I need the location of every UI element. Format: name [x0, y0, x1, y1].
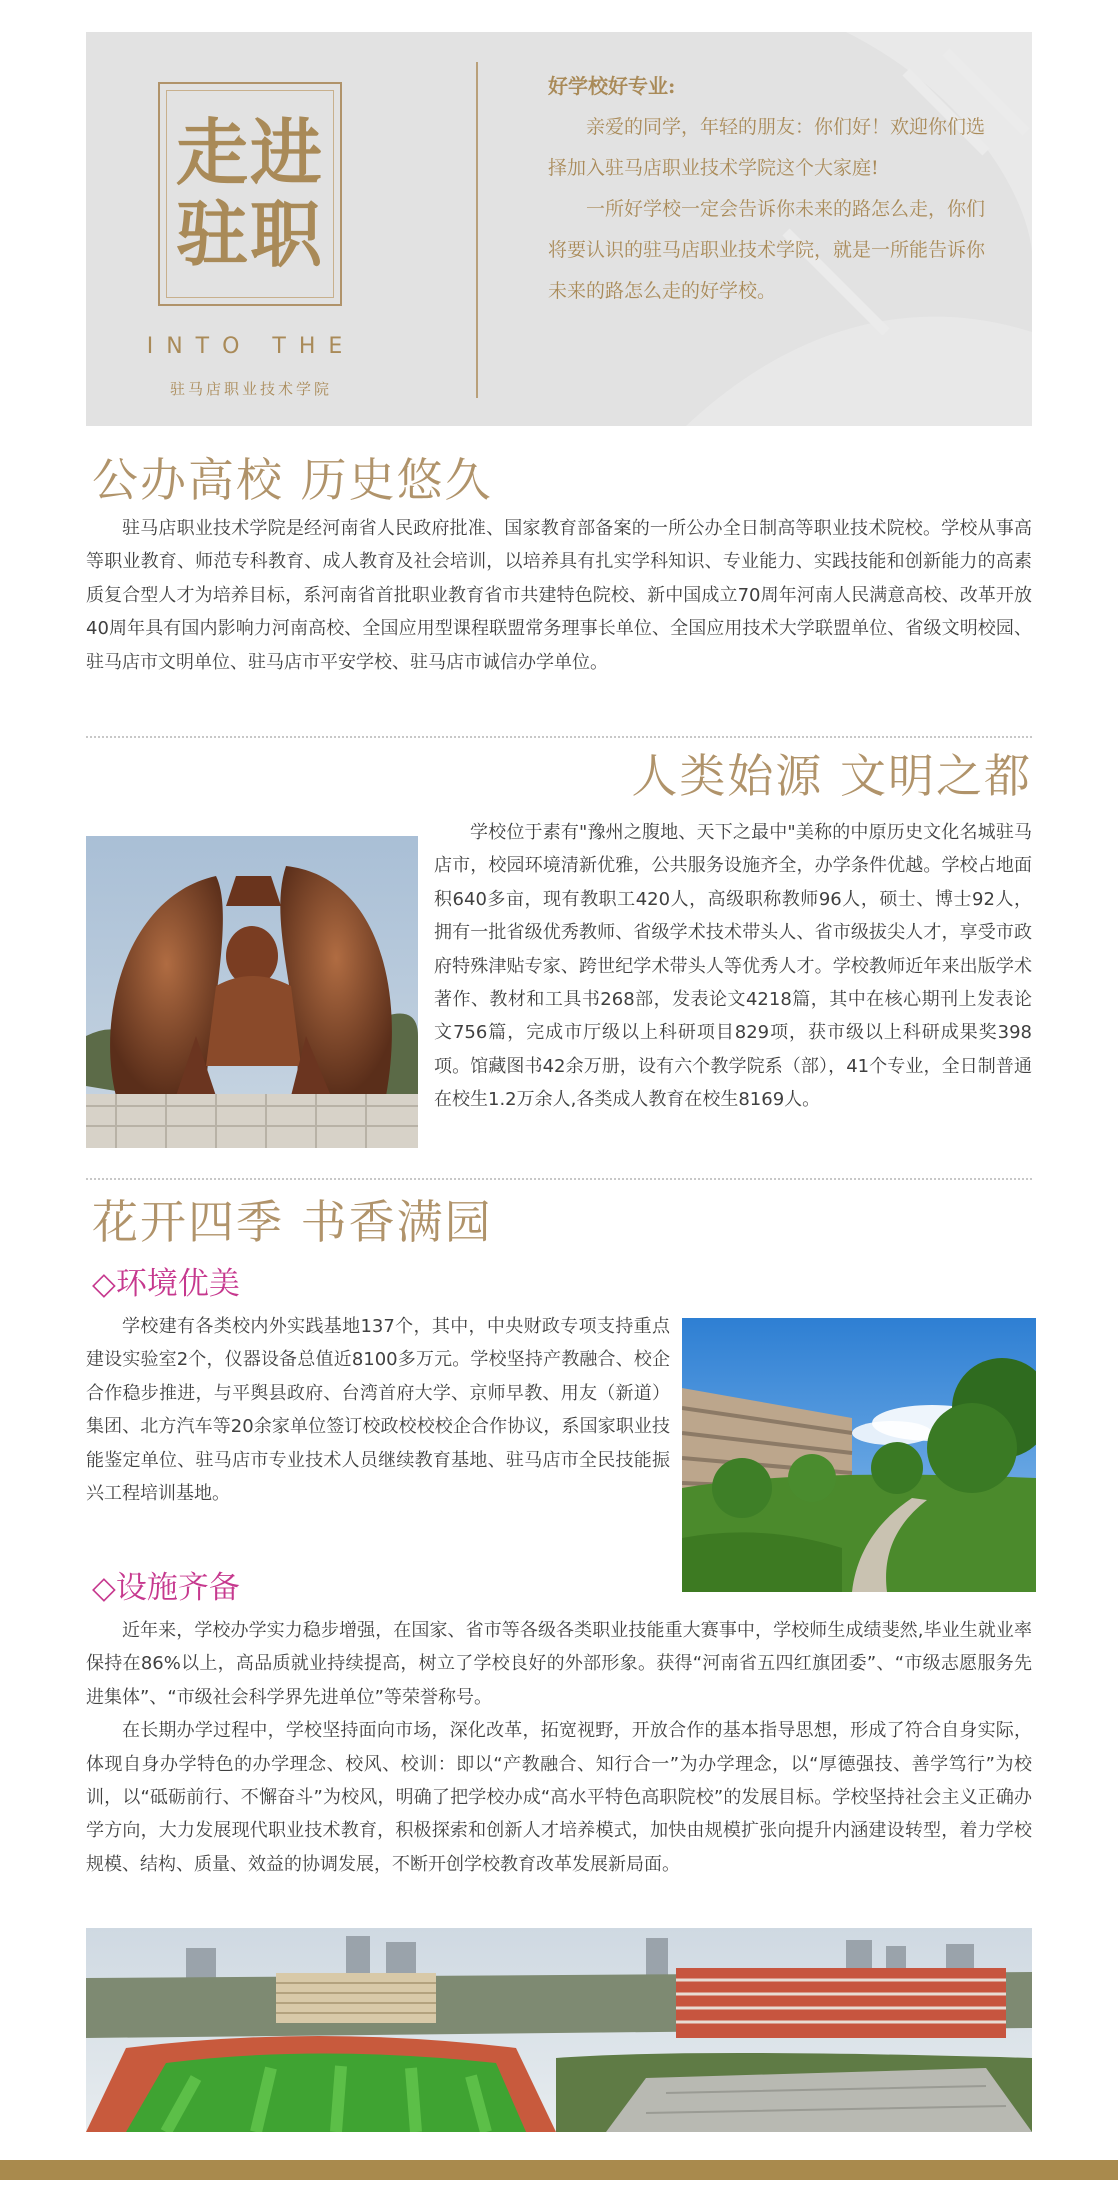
footer-bar	[0, 2160, 1118, 2180]
campus-panorama-photo	[86, 1928, 1032, 2132]
banner-divider	[476, 62, 478, 398]
environment-subtitle: ◇环境优美	[92, 1266, 240, 1302]
banner-title-line1: 走进	[175, 110, 324, 195]
campus-path-photo	[682, 1318, 1036, 1592]
facilities-paragraph-2: 在长期办学过程中，学校坚持面向市场，深化改革，拓宽视野，开放合作的基本指导思想，形成了符合自身实际，体现自身办学特色的办学理念、校风、校训：即以“产教融合、知行合一”为办学理念，以“厚德强技、善学笃行”为校训，以“砥砺前行、不懈奋斗”为校风，明确了把学校办成“高水平特色高职院校”的发展目标。学校坚持社会主义正确办学方向，大力发展现代职业技术教育，积极探索和创新人才培养模式，加快由规模扩张向提升内涵建设转型，着力学校规模、结构、质量、效益的协调发展，不断开创学校教育改革发展新局面。	[86, 1720, 1032, 1875]
school-name-label: 驻马店职业技术学院	[169, 380, 332, 398]
section-divider-2	[86, 1178, 1032, 1180]
section1-paragraph: 驻马店职业技术学院是经河南省人民政府批准、国家教育部备案的一所公办全日制高等职业技术院校。学校从事高等职业教育、师范专科教育、成人教育及社会培训，以培养具有扎实学科知识、专业能力、实践技能和创新能力的高素质复合型人才为培养目标，系河南省首批职业教育省市共建特色院校、新中国成立70周年河南人民满意高校、改革开放40周年具有国内影响力河南高校、全国应用型课程联盟常务理事长单位、全国应用技术大学联盟单位、省级文明校园、驻马店市文明单位、驻马店市平安学校、驻马店市诚信办学单位。	[86, 518, 1032, 673]
into-the-label: INTO THE	[146, 334, 356, 359]
welcome-heading: 好学校好专业:	[548, 74, 676, 98]
environment-paragraph: 学校建有各类校内外实践基地137个，其中，中央财政专项支持重点建设实验室2个，仪器设备总值近8100多万元。学校坚持产教融合、校企合作稳步推进，与平舆县政府、台湾首府大学、京师早教、用友（新道）集团、北方汽车等20余家单位签订校政校校校企合作协议，系国家职业技能鉴定单位、驻马店市专业技术人员继续教育基地、驻马店市全民技能振兴工程培训基地。	[86, 1316, 670, 1505]
welcome-text	[548, 66, 996, 312]
banner-title-line2: 驻职	[175, 192, 324, 277]
section2-title: 人类始源 文明之都	[631, 749, 1032, 803]
section2-paragraph: 学校位于素有"豫州之腹地、天下之最中"美称的中原历史文化名城驻马店市，校园环境清新优雅，公共服务设施齐全，办学条件优越。学校占地面积640多亩，现有教职工420人，高级职称教师96人，硕士、博士92人，拥有一批省级优秀教师、省级学术技术带头人、省市级拔尖人才，享受市政府特殊津贴专家、跨世纪学术带头人等优秀人才。学校教师近年来出版学术著作、教材和工具书268部，发表论文4218篇，其中在核心期刊上发表论文756篇，完成市厅级以上科研项目829项，获市级以上科研成果奖398项。馆藏图书42余万册，设有六个教学院系（部），41个专业，全日制普通在校生1.2万余人,各类成人教育在校生8169人。	[434, 822, 1032, 1111]
statue-photo	[86, 836, 418, 1148]
facilities-paragraph-1: 近年来，学校办学实力稳步增强，在国家、省市等各级各类职业技能重大赛事中，学校师生成绩斐然,毕业生就业率保持在86%以上，高品质就业持续提高，树立了学校良好的外部形象。获得“河南省五四红旗团委”、“市级志愿服务先进集体”、“市级社会科学界先进单位”等荣誉称号。	[86, 1620, 1032, 1708]
facilities-subtitle: ◇设施齐备	[92, 1570, 240, 1606]
title-frame	[158, 82, 342, 306]
section1-text	[86, 512, 1032, 679]
welcome-paragraph-2: 一所好学校一定会告诉你未来的路怎么走，你们将要认识的驻马店职业技术学院，就是一所能告诉你未来的路怎么走的好学校。	[548, 198, 986, 302]
section3-title: 花开四季 书香满园	[92, 1195, 493, 1249]
section2-text	[434, 816, 1032, 1117]
facilities-text	[86, 1614, 1032, 1881]
intro-banner	[86, 32, 1032, 426]
section1-title: 公办高校 历史悠久	[92, 453, 493, 507]
welcome-paragraph-1: 亲爱的同学，年轻的朋友：你们好！欢迎你们选择加入驻马店职业技术学院这个大家庭!	[548, 116, 986, 179]
environment-text	[86, 1310, 670, 1510]
section-divider-1	[86, 736, 1032, 738]
